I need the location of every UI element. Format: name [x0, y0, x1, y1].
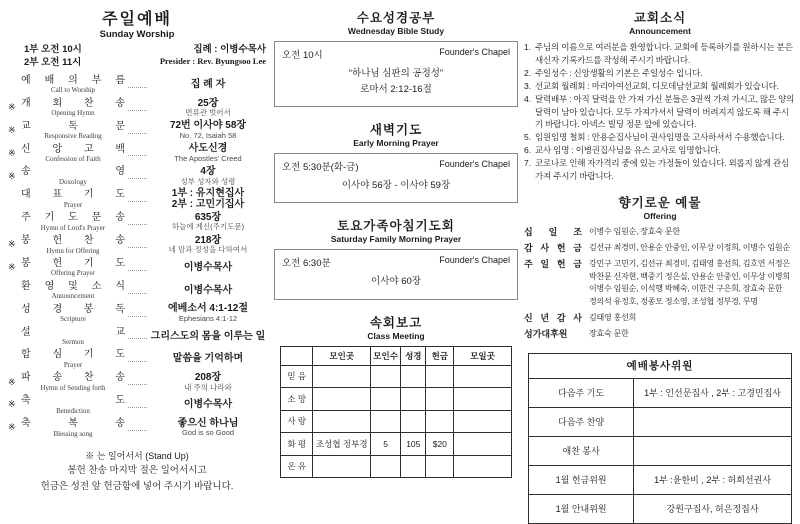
class-meeting-subtitle: Class Meeting [367, 330, 425, 341]
class-cell [426, 365, 454, 388]
volunteers-header-row [529, 353, 792, 378]
volunteer-names: 1부 : 인선문집사 , 2부 : 고경민집사 [634, 378, 792, 407]
item-value-sub: 네 맘과 정성을 다하여서 [168, 245, 248, 255]
item-label-ko: 송 영 [21, 166, 125, 178]
volunteer-role: 다음주 기도 [529, 378, 634, 407]
saturday-prayer-title: 토요가족아침기도회 [337, 219, 455, 234]
item-label-en: Doxology [59, 177, 87, 186]
offering-title: 향기로운 예물 [618, 195, 702, 210]
dotted-leader [128, 407, 147, 408]
announcement-list [524, 41, 796, 183]
item-value: 말씀을 기억하며 [172, 353, 244, 365]
class-cell: 105 [401, 433, 426, 456]
news-column [524, 0, 796, 524]
class-cell [371, 455, 401, 478]
worship-row-announcement [8, 281, 266, 301]
offering-entry-sunday [524, 258, 796, 309]
item-label-ko: 교 독 문 [21, 120, 125, 132]
worship-row-sermon [8, 326, 266, 346]
announcement-title: 교회소식 [633, 11, 687, 25]
class-cell: 사 랑 [281, 410, 313, 433]
class-cell [313, 455, 371, 478]
item-label-en: Sermon [62, 338, 84, 347]
service-times [24, 44, 82, 70]
saturday-prayer-passage: 이사야 60장 [371, 276, 421, 288]
item-value: 사도신경 [188, 143, 228, 155]
worship-volunteers-table [528, 353, 792, 524]
class-row-faith [281, 365, 512, 388]
volunteer-names: 강원구집사, 허은정집사 [634, 494, 792, 523]
stand-up-mark: ※ [8, 170, 16, 181]
announcement-number: 5. [524, 132, 532, 143]
volunteer-role: 1월 헌금위원 [529, 465, 634, 494]
announcement-item [524, 67, 796, 80]
page-title: 주일예배 [102, 11, 172, 28]
class-header-bible: 성경 [401, 346, 426, 365]
offering-names: 이병수 임원순, 장효숙 문한 [589, 226, 680, 236]
class-cell: 온 유 [281, 455, 313, 478]
item-label-en: Scripture [60, 315, 86, 324]
worship-footnotes [8, 449, 266, 494]
midweek-column [274, 0, 518, 478]
volunteer-names: 1부 :윤한비 , 2부 : 허희선권사 [634, 465, 792, 494]
bible-study-subtitle: Wednesday Bible Study [347, 26, 445, 36]
offering-names: 김선규 최경미, 안용순 안중인, 이무상 이정희, 이병수 임원순 [589, 243, 790, 253]
worship-row-opening-hymn [8, 98, 266, 118]
offering-entry-tithe [524, 226, 796, 239]
item-value: 1부 : 유지현집사 [171, 187, 245, 199]
item-label-ko: 봉 헌 기 도 [21, 257, 125, 269]
class-cell [401, 455, 426, 478]
service-time-1: 1부 오전 10시 [24, 44, 82, 55]
stand-up-mark: ※ [8, 422, 16, 433]
item-value-sub: 하늘에 계신(주기도문) [171, 222, 245, 232]
offering-subtitle: Offering [643, 210, 677, 221]
volunteer-role: 애찬 봉사 [529, 436, 634, 465]
volunteers-row-usher-committee [529, 494, 792, 523]
offering-names: 김태영 홍선희 [589, 312, 637, 322]
volunteers-row-next-week-praise [529, 407, 792, 436]
item-value: 208장 [194, 372, 222, 384]
announcement-item [524, 93, 796, 132]
item-value-sub: Ephesians 4:1-12 [178, 313, 238, 323]
stand-up-mark: ※ [8, 399, 16, 410]
class-cell [401, 388, 426, 411]
dotted-leader [128, 270, 147, 271]
offering-label: 감 사 헌 금 [524, 243, 582, 254]
class-cell: 5 [371, 433, 401, 456]
item-value: 218장 [194, 234, 222, 246]
class-cell: 소 망 [281, 388, 313, 411]
item-label-ko: 봉 헌 찬 송 [21, 235, 125, 247]
bible-study-topic: “하나님 심판의 공정성” [348, 68, 444, 79]
class-cell [426, 410, 454, 433]
saturday-prayer-subtitle: Saturday Family Morning Prayer [330, 234, 462, 245]
item-label-en: Hymn of Sending forth [40, 383, 106, 392]
class-row-hope [281, 388, 512, 411]
item-label-ko: 주 기 도 문 송 [21, 212, 125, 224]
stand-mark-empty [8, 281, 21, 301]
early-prayer-time: 오전 5:30분(화-금) [282, 162, 359, 174]
class-cell [454, 455, 512, 478]
worship-row-offering-prayer [8, 258, 266, 278]
early-prayer-place: Founder's Chapel [439, 159, 510, 170]
item-value-2: 2부 : 고민기집사 [171, 199, 245, 211]
volunteer-names [634, 436, 792, 465]
volunteer-names [634, 407, 792, 436]
class-cell [371, 410, 401, 433]
item-value: 집 례 자 [190, 78, 226, 90]
dotted-leader [128, 133, 147, 134]
announcement-number: 6. [524, 145, 532, 156]
worship-order-list [8, 75, 266, 438]
item-label-ko: 파 송 찬 송 [21, 372, 125, 384]
dotted-leader [128, 87, 147, 88]
announcement-item [524, 157, 796, 183]
item-label-ko: 대 표 기 도 [21, 189, 125, 201]
item-value-sub: 내 주의 나라와 [184, 382, 232, 392]
item-value: 72번 이사야 58장 [169, 120, 247, 132]
class-cell: 믿 음 [281, 365, 313, 388]
item-value: 이병수목사 [183, 261, 233, 273]
announcement-text: 코로나로 인해 자가격리 중에 있는 가정들이 있습니다. 외롭지 않게 관심 가져 주시기 바랍니다. [535, 158, 789, 182]
item-value-sub: 성부 성자와 성령 [180, 176, 236, 186]
class-header-blank [281, 346, 313, 365]
dotted-leader [128, 178, 147, 179]
item-label-ko: 축 도 [21, 395, 125, 407]
volunteers-table-title: 예배봉사위원 [529, 353, 792, 378]
announcement-number: 3. [524, 80, 532, 91]
footnote-offering-hymn: 봉헌 찬송 마지막 절은 일어서시고 [67, 465, 207, 477]
announcement-number: 1. [524, 42, 532, 52]
class-header-offering: 헌금 [426, 346, 454, 365]
item-label-en: Blessing song [53, 429, 93, 438]
bible-study-passage: 로마서 2:12-16절 [360, 84, 432, 96]
worship-row-doxology [8, 166, 266, 186]
worship-row-sending-hymn [8, 372, 266, 392]
item-label-en: Benediction [56, 406, 90, 415]
early-prayer-passage: 이사야 56장 - 이사야 59장 [341, 180, 451, 192]
service-time-2: 2부 오전 11시 [24, 56, 82, 68]
dotted-leader [128, 361, 147, 362]
item-label-en: Prayer [63, 360, 83, 369]
item-label-en: Opening Hymn [51, 109, 95, 118]
volunteer-role: 다음주 찬양 [529, 407, 634, 436]
item-value: 좋으신 하나님 [177, 417, 239, 429]
worship-row-call-to-worship [8, 75, 266, 95]
announcement-item [524, 41, 796, 67]
class-cell [454, 388, 512, 411]
offering-entry-choir-support [524, 328, 796, 341]
offering-label: 십 일 조 [524, 226, 582, 237]
page-subtitle: Sunday Worship [99, 29, 175, 40]
class-cell [454, 365, 512, 388]
bible-study-time: 오전 10시 [282, 50, 323, 61]
stand-mark-empty [8, 326, 21, 346]
dotted-leader [128, 316, 147, 317]
worship-row-hymn-for-offering [8, 235, 266, 255]
stand-up-mark: ※ [8, 262, 16, 273]
class-meeting-table [280, 346, 512, 479]
stand-up-mark: ※ [8, 147, 16, 158]
class-row-peace [281, 433, 512, 456]
item-value: 이병수목사 [183, 399, 233, 411]
item-label-en: Offering Prayer [51, 269, 95, 278]
presider-english: Presider : Rev. Byungsoo Lee [159, 56, 266, 67]
announcement-text: 주님의 이름으로 여러분을 환영합니다. 교회에 등록하기를 원하시는 분은 새신자 기록카드를 작성해 주시기 바랍니다. [535, 42, 793, 65]
stand-mark-empty [8, 303, 21, 323]
announcement-number: 2. [524, 67, 532, 78]
class-header-next-place: 모일곳 [454, 346, 512, 365]
dotted-leader [128, 430, 147, 431]
class-cell [313, 410, 371, 433]
saturday-prayer-place: Founder's Chapel [439, 255, 510, 266]
class-cell [371, 365, 401, 388]
item-label-en: Hymn for Offering [46, 246, 100, 255]
item-value: 에베소서 4:1-12절 [168, 303, 248, 315]
item-value-sub: 면류관 벗어서 [185, 108, 231, 118]
stand-mark-empty [8, 75, 21, 95]
item-label-en: Call to Worship [50, 86, 96, 95]
item-value: 그리스도의 몸을 이루는 일 [150, 330, 266, 342]
offering-names: 강민구 고민기, 김선규 최경미, 김태영 홍선희, 김호연 서정은 [589, 259, 790, 269]
volunteers-row-next-week-prayer [529, 378, 792, 407]
stand-up-mark: ※ [8, 239, 16, 250]
volunteers-row-love-feast [529, 436, 792, 465]
announcement-subtitle: Announcement [629, 26, 691, 36]
stand-mark-empty [8, 212, 21, 232]
announcement-text: 임원임명 철회 : 안용순집사님이 권사임명을 고사하셔서 수용했습니다. [535, 132, 785, 143]
dotted-leader [128, 247, 147, 248]
bible-study-title: 수요성경공부 [356, 11, 436, 25]
bible-study-box [274, 41, 518, 107]
dotted-leader [128, 384, 147, 385]
class-cell [401, 410, 426, 433]
offering-label: 주 일 헌 금 [524, 259, 582, 270]
class-row-gentleness [281, 455, 512, 478]
item-value-sub: No. 72, Isaiah 58 [179, 130, 237, 140]
item-value: 635장 [194, 211, 222, 223]
class-cell [426, 455, 454, 478]
offering-names: 장효숙 문한 [589, 328, 629, 338]
dotted-leader [128, 293, 147, 294]
offering-label: 성가대후원 [524, 328, 568, 339]
early-prayer-title: 새벽기도 [369, 123, 423, 138]
announcement-text: 주일성수 : 신앙생활의 기본은 주일성수 입니다. [535, 67, 703, 78]
stand-up-mark: ※ [8, 102, 16, 113]
item-label-ko: 예 배 의 부 름 [21, 74, 125, 86]
early-prayer-subtitle: Early Morning Prayer [353, 138, 439, 149]
item-label-en: Responsive Reading [44, 132, 102, 141]
announcement-item [524, 131, 796, 144]
volunteers-row-offering-committee [529, 465, 792, 494]
announcement-text: 달력배부 : 아직 달력을 안 가져 가신 분들은 3권씩 가져 가시고, 많은 양의 달력이 남아 있습니다. 모두 가져가셔서 달력이 버려지지 않도록 해 주시기 바랍니다. 아넥스 빌딩 정문 앞에 있습니다. [535, 93, 795, 130]
item-label-ko: 신 앙 고 백 [21, 143, 125, 155]
offering-entry-new-year [524, 312, 796, 325]
class-cell: 화 평 [281, 433, 313, 456]
offering-entry-thanksgiving [524, 242, 796, 255]
worship-row-united-prayer [8, 349, 266, 369]
item-value: 이병수목사 [183, 284, 233, 296]
item-label-ko: 축 복 송 [21, 418, 125, 430]
offering-names: 정의석 유정호, 정종모 정소영, 조성협 정부경, 무명 [589, 296, 758, 306]
class-header-place-met: 모인곳 [313, 346, 371, 365]
class-cell [426, 388, 454, 411]
worship-row-prayer [8, 189, 266, 209]
class-meeting-title: 속회보고 [369, 315, 423, 330]
announcement-item [524, 144, 796, 157]
stand-mark-empty [8, 189, 21, 209]
item-label-ko: 합 심 기 도 [21, 349, 125, 361]
class-row-love [281, 410, 512, 433]
bible-study-place: Founder's Chapel [439, 47, 510, 57]
announcement-number: 4. [524, 93, 532, 104]
saturday-prayer-time: 오전 6:30분 [282, 258, 331, 270]
worship-row-benediction [8, 395, 266, 415]
worship-row-blessing-song [8, 418, 266, 438]
announcement-text: 교사 임명 : 이병권집사님을 유스 교사로 임명합니다. [535, 145, 721, 156]
item-label-en: Prayer [63, 200, 83, 209]
item-label-ko: 환 영 및 소 식 [21, 280, 125, 292]
announcement-text: 선교회 월례회 : 마리아여선교회, 디모데남선교회 월례회가 있습니다. [535, 80, 779, 91]
class-cell [454, 433, 512, 456]
offering-names: 이병수 임원순, 이석행 박혜숙, 이한건 구은희, 장효숙 문한 [589, 284, 783, 294]
item-value-sub: God is so Good [181, 428, 235, 438]
class-table-header-row [281, 346, 512, 365]
class-cell [313, 388, 371, 411]
announcement-item [524, 80, 796, 93]
worship-row-lords-prayer-hymn [8, 212, 266, 232]
presider-korean: 집례 : 이병수목사 [193, 44, 266, 55]
item-label-ko: 개 회 찬 송 [21, 97, 125, 109]
worship-row-confession-of-faith [8, 143, 266, 163]
dotted-leader [128, 155, 147, 156]
worship-row-responsive-reading [8, 120, 266, 140]
offering-section [524, 193, 796, 341]
class-cell [313, 365, 371, 388]
footnote-stand-up: ※ 는 일어서서 (Stand Up) [85, 450, 189, 461]
dotted-leader [128, 224, 147, 225]
dotted-leader [128, 110, 147, 111]
class-cell: 조성협 정부경 [313, 433, 371, 456]
class-cell: $20 [426, 433, 454, 456]
item-value-sub: The Apostles' Creed [174, 153, 242, 163]
footnote-offering-box: 헌금은 성전 앞 헌금함에 넣어 주시기 바랍니다. [40, 480, 234, 492]
item-label-en: Announcement [51, 292, 95, 301]
stand-up-mark: ※ [8, 376, 16, 387]
early-prayer-box [274, 153, 518, 203]
offering-names: 박찬문 신자현, 백중기 정은실, 안용순 안중인, 이무상 이병희 [589, 271, 790, 281]
item-value: 4장 [200, 166, 216, 178]
service-header [24, 44, 266, 70]
stand-mark-empty [8, 349, 21, 369]
class-header-attendance: 모인수 [371, 346, 401, 365]
class-cell [454, 410, 512, 433]
class-cell [371, 388, 401, 411]
saturday-prayer-box [274, 249, 518, 299]
item-label-ko: 성 경 봉 독 [21, 303, 125, 315]
item-label-en: Hymn of Lord's Prayer [40, 223, 106, 232]
item-value: 25장 [197, 97, 219, 109]
offering-label: 신 년 감 사 [524, 312, 582, 323]
announcement-number: 7. [524, 158, 532, 169]
worship-row-scripture [8, 303, 266, 323]
dotted-leader [128, 338, 147, 339]
stand-up-mark: ※ [8, 124, 16, 135]
volunteer-role: 1월 안내위원 [529, 494, 634, 523]
item-label-ko: 설 교 [21, 326, 125, 338]
item-label-en: Confession of Faith [45, 155, 101, 164]
dotted-leader [128, 201, 147, 202]
class-cell [401, 365, 426, 388]
presider [160, 44, 266, 70]
sunday-worship-column [8, 0, 266, 494]
